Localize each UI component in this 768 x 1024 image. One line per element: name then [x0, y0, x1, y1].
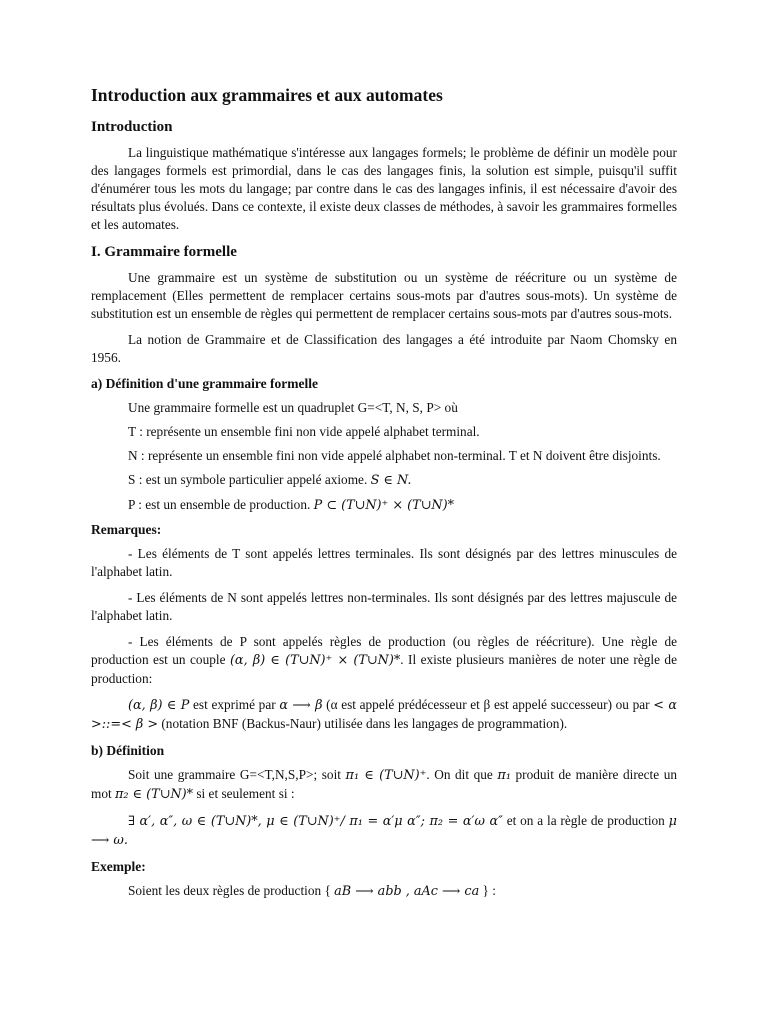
remark-4-formula-1: (α, β) ∈ P: [128, 698, 190, 713]
intro-heading: Introduction: [91, 119, 173, 135]
def-a-line-2: T : représente un ensemble fini non vide appelé alphabet terminal.: [128, 424, 480, 439]
def-a-heading: a) Définition d'une grammaire formelle: [91, 376, 318, 391]
def-b-text-b: . On dit que: [426, 767, 493, 782]
remark-4-text-3: (notation BNF (Backus-Naur) utilisée dans les langages de programmation).: [161, 716, 568, 731]
example-heading: Exemple:: [91, 859, 146, 874]
remark-1: - Les éléments de T sont appelés lettres terminales. Ils sont désignés par des lettres minuscules de l'alphabet latin.: [91, 546, 677, 579]
section1-paragraph-2: La notion de Grammaire et de Classification des langages a été introduite par Naom Chomsky en 1956.: [91, 332, 677, 365]
def-b-formula-5: μ ⟶ ω.: [91, 814, 677, 848]
def-a-line-5: [91, 496, 677, 515]
remarks-heading: Remarques:: [91, 522, 162, 537]
def-b-heading: b) Définition: [91, 743, 165, 758]
def-b-text-c: produit de manière directe un mot: [91, 767, 677, 801]
def-a-line-3: N : représente un ensemble fini non vide appelé alphabet non-terminal. T et N doivent être disjoints.: [128, 448, 661, 463]
example-formula: aB ⟶ abb , aAc ⟶ ca: [334, 884, 480, 899]
section1-paragraph-1: Une grammaire est un système de substitution ou un système de réécriture ou un système de remplacement (Elles permettent de remplacer certains sous-mots par d'autres sous-mots). Un système de substitution est un ensemble de règles qui permettent de remplacer certains sous-mots par d'autres sous-mots.: [91, 270, 677, 321]
def-b-text-a: Soit une grammaire G=<T,N,S,P>; soit: [128, 767, 341, 782]
def-b-formula-4: ∃ α′, α″, ω ∈ (T∪N)*, μ ∈ (T∪N)⁺/ π₁ = α′μ α″; π₂ = α′ω α″: [128, 814, 503, 829]
remark-3-text-a: - Les éléments de P sont appelés règles de production (ou règles de réécriture). Une règle de production est un couple: [91, 634, 677, 667]
remark-2: - Les éléments de N sont appelés lettres non-terminales. Ils sont désignés par des lettres majuscule de l'alphabet latin.: [91, 590, 677, 623]
axiom-formula: S ∈ N.: [370, 473, 412, 488]
example-end: } :: [482, 883, 496, 898]
remark-4-text-1: est exprimé par: [193, 697, 276, 712]
remark-3: [91, 633, 677, 688]
def-b-text-e: et on a la règle de production: [506, 813, 665, 828]
section1-heading: I. Grammaire formelle: [91, 244, 237, 260]
def-b-formula-2: π₁: [497, 768, 511, 783]
production-text: P : est un ensemble de production.: [128, 497, 311, 512]
remark-3-formula: (α, β) ∈ (T∪N)⁺ × (T∪N)*: [229, 653, 401, 668]
intro-paragraph: La linguistique mathématique s'intéresse aux langages formels; le problème de définir un modèle pour des langages formels est primordial, dans le cas des langages finis, la solution est simple, puisqu'il suffit d'énumérer tous les mots du langage; par contre dans le cas des langages infinis, il est nécessaire d'avoir des résultats plus évolués. Dans ce contexte, il existe deux classes de méthodes, à savoir les grammaires formelles et les automates.: [91, 145, 677, 232]
def-b-paragraph-2: [91, 812, 677, 850]
def-a-line-4: [91, 471, 677, 490]
remark-4-text-2: (α est appelé prédécesseur et β est appelé successeur) ou par: [326, 697, 650, 712]
def-b-formula-3: π₂ ∈ (T∪N)*: [115, 787, 194, 802]
example-line: [91, 882, 677, 901]
def-b-formula-1: π₁ ∈ (T∪N)⁺: [345, 768, 427, 783]
remark-3-text-b: . Il existe plusieurs manières de noter une règle de production:: [91, 652, 677, 686]
def-a-line-1: Une grammaire formelle est un quadruplet G=<T, N, S, P> où: [128, 400, 458, 415]
def-b-paragraph-1: [91, 766, 677, 804]
remark-4-formula-2: α ⟶ β: [279, 698, 323, 713]
remark-4-formula-3: < α >::=< β >: [91, 698, 678, 732]
document-title: Introduction aux grammaires et aux automates: [91, 85, 443, 105]
production-formula: P ⊂ (T∪N)⁺ × (T∪N)*: [313, 498, 455, 513]
remark-4: [91, 696, 677, 734]
axiom-text: S : est un symbole particulier appelé axiome.: [128, 472, 368, 487]
example-text: Soient les deux règles de production {: [128, 883, 331, 898]
def-b-text-d: si et seulement si :: [196, 786, 295, 801]
